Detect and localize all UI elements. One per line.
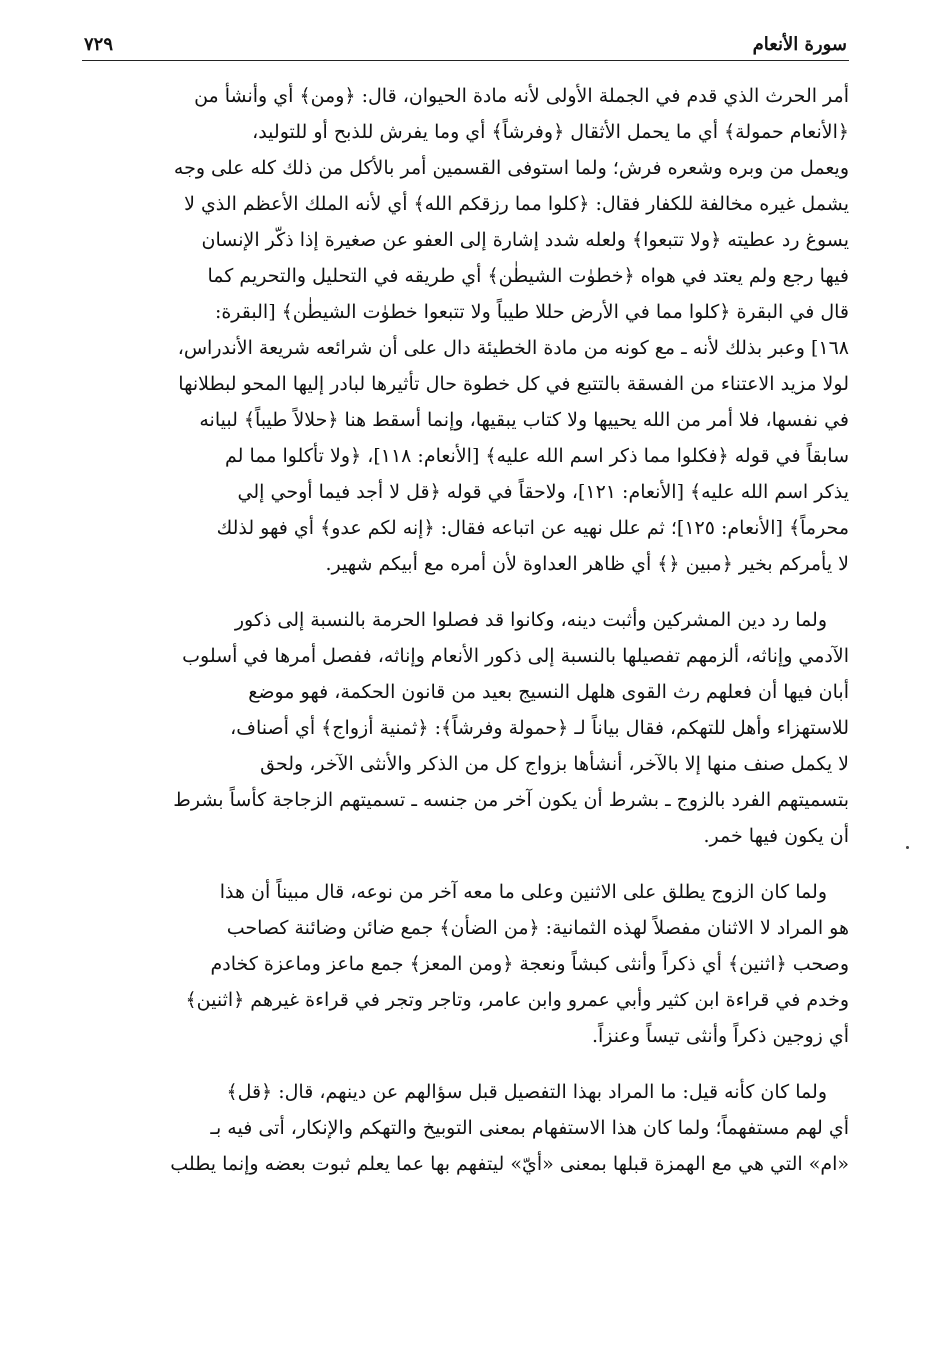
text-line: بتسميتهم الفرد بالزوج ـ بشرط أن يكون آخر من جنسه ـ تسميتهم الزجاجة كأساً بشرط bbox=[173, 789, 849, 811]
text-line: وصحب ﴿اثنين﴾ أي ذكراً وأنثى كبشاً ونعجة ﴿ومن المعز﴾ جمع ماعز وماعزة كخادم bbox=[210, 953, 849, 975]
page-number: ٧٢٩ bbox=[84, 34, 114, 55]
paragraph-2 bbox=[82, 602, 849, 854]
text-line: أبان فيها أن فعلهم رث القوى هلهل النسيج بعيد من قانون الحكمة، فهو موضع bbox=[248, 681, 849, 703]
scan-speck bbox=[906, 846, 909, 849]
text-line: الآدمي وإناثه، ألزمهم تفصيلها بالنسبة إلى ذكور الأنعام وإناثه، ففصل أمرها في أسلوب bbox=[182, 645, 849, 667]
text-line: أي لهم مستفهماً؛ ولما كان هذا الاستفهام بمعنى التوبيخ والتهكم والإنكار، أتى فيه بـ bbox=[210, 1117, 849, 1139]
text-line: يشمل غيره مخالفة للكفار فقال: ﴿كلوا مما رزقكم الله﴾ أي لأنه الملك الأعظم الذي لا bbox=[184, 193, 849, 215]
text-line: ﴿الأنعام حمولة﴾ أي ما يحمل الأثقال ﴿وفرشاً﴾ أي وما يفرش للذبح أو للتوليد، bbox=[252, 121, 849, 143]
text-line: ١٦٨] وعبر بذلك لأنه ـ مع كونه من مادة الخطيئة دال على أن شرائعه شريعة الأندراس، bbox=[177, 337, 849, 359]
paragraph-gap bbox=[82, 1054, 849, 1074]
text-line: ولما كان الزوج يطلق على الاثنين وعلى ما معه آخر من نوعه، قال مبيناً أن هذا bbox=[219, 881, 827, 903]
text-line: «ام» التي هي مع الهمزة قبلها بمعنى «أيّ» ليتفهم بها عما يعلم ثبوت بعضه وإنما يطلب bbox=[170, 1153, 849, 1175]
text-line: ولما كان كأنه قيل: ما المراد بهذا التفصيل قبل سؤالهم عن دينهم، قال: ﴿قل﴾ bbox=[226, 1081, 827, 1103]
paragraph-4 bbox=[82, 1074, 849, 1182]
text-line: يسوغ رد عطيته ﴿ولا تتبعوا﴾ ولعله شدد إشارة إلى العفو عن صغيرة إذا ذكّر الإنسان bbox=[201, 229, 849, 251]
text-line: هو المراد لا الاثنان مفصلاً لهذه الثمانية: ﴿من الضأن﴾ جمع ضائن وضائنة كصاحب bbox=[226, 917, 849, 939]
surah-title: سورة الأنعام bbox=[752, 34, 847, 55]
text-line: لولا مزيد الاعتناء من الفسقة بالتتبع في كل خطوة حال تأثيرها لبادر إليها المحو لبطلانها bbox=[178, 373, 849, 395]
text-line: محرماً﴾ [الأنعام: ١٢٥]؛ ثم علل نهيه عن اتباعه فقال: ﴿إنه لكم عدو﴾ أي فهو لذلك bbox=[216, 517, 849, 539]
text-line: ويعمل من وبره وشعره فرش؛ ولما استوفى القسمين أمر بالأكل من ذلك كله على وجه bbox=[173, 157, 849, 179]
text-line: يذكر اسم الله عليه﴾ [الأنعام: ١٢١]، ولاحقاً في قوله ﴿قل لا أجد فيما أوحي إلي bbox=[237, 481, 849, 503]
text-line: ولما رد دين المشركين وأثبت دينه، وكانوا قد فصلوا الحرمة بالنسبة إلى ذكور bbox=[234, 609, 827, 631]
text-line: أمر الحرث الذي قدم في الجملة الأولى لأنه مادة الحيوان، قال: ﴿ومن﴾ أي وأنشأ من bbox=[194, 85, 849, 107]
text-line: أن يكون فيها خمر. bbox=[703, 825, 849, 847]
paragraph-gap bbox=[82, 854, 849, 874]
text-line: في نفسها، فلا أمر من الله يحييها ولا كتاب يبقيها، وإنما أسقط هنا ﴿حلالاً طيباً﴾ لبيانه bbox=[199, 409, 849, 431]
page-header bbox=[82, 30, 849, 61]
main-text bbox=[82, 78, 849, 1182]
paragraph-3 bbox=[82, 874, 849, 1054]
paragraph-gap bbox=[82, 582, 849, 602]
text-line: سابقاً في قوله ﴿فكلوا مما ذكر اسم الله عليه﴾ [الأنعام: ١١٨]، ﴿ولا تأكلوا مما لم bbox=[225, 445, 849, 467]
text-line: فيها رجع ولم يعتد في هواه ﴿خطوٰت الشيطٰن﴾ أي طريقه في التحليل والتحريم كما bbox=[207, 265, 849, 287]
text-line: قال في البقرة ﴿كلوا مما في الأرض حللا طيباً ولا تتبعوا خطوٰت الشيطٰن﴾ [البقرة: bbox=[214, 301, 849, 323]
text-line: للاستهزاء وأهل للتهكم، فقال بياناً لـ ﴿حمولة وفرشاً﴾: ﴿ثمنية أزواج﴾ أي أصناف، bbox=[230, 717, 849, 739]
text-line: لا يكمل صنف منها إلا بالآخر، أنشأها بزواج كل من الذكر والأنثى الآخر، ولحق bbox=[260, 753, 849, 775]
text-line: لا يأمركم بخير ﴿مبين ﴿﴾ أي ظاهر العداوة لأن أمره مع أبيكم شهير. bbox=[325, 553, 849, 575]
text-line: وخدم في قراءة ابن كثير وأبي عمرو وابن عامر، وتاجر وتجر في قراءة غيرهم ﴿اثنين﴾ bbox=[185, 989, 849, 1011]
text-line: أي زوجين ذكراً وأنثى تيساً وعنزاً. bbox=[591, 1025, 849, 1047]
paragraph-1 bbox=[82, 78, 849, 582]
